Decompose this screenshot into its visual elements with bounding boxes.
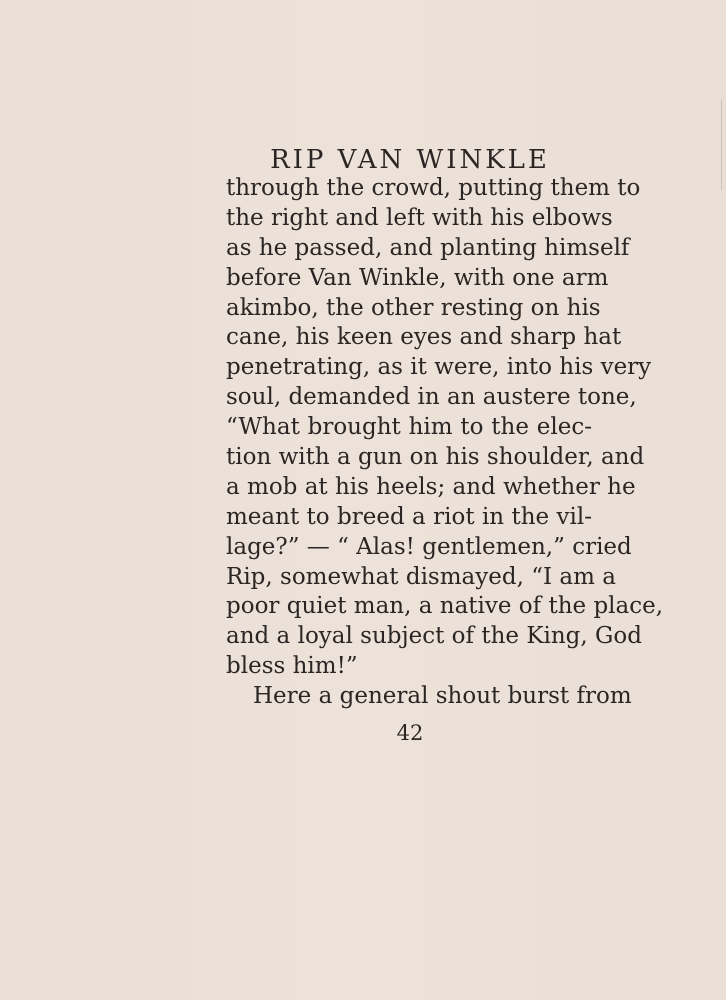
text-line: and a loyal subject of the King, God <box>226 623 642 650</box>
text-line: lage?” — “ Alas! gentlemen,” cried <box>226 533 632 560</box>
text-line: the right and left with his elbows <box>226 204 613 231</box>
text-line: bless him!” <box>226 653 358 680</box>
text-line: Rip, somewhat dismayed, “I am a <box>226 563 616 590</box>
page-number: 42 <box>396 721 424 745</box>
text-line: meant to breed a riot in the vil- <box>226 503 592 530</box>
text-line: before Van Winkle, with one arm <box>226 264 609 291</box>
text-line: Here a general shout burst from <box>253 683 632 710</box>
running-title: RIP VAN WINKLE <box>270 145 550 175</box>
text-line: akimbo, the other resting on his <box>226 294 601 321</box>
text-line: soul, demanded in an austere tone, <box>226 384 637 411</box>
text-line: cane, his keen eyes and sharp hat <box>226 324 622 351</box>
text-line: “What brought him to the elec- <box>226 414 592 441</box>
body-text <box>226 174 664 712</box>
text-line: a mob at his heels; and whether he <box>226 473 636 500</box>
text-line: penetrating, as it were, into his very <box>226 354 652 381</box>
text-line: tion with a gun on his shoulder, and <box>226 444 645 471</box>
page-edge-line <box>721 100 722 190</box>
text-line: through the crowd, putting them to <box>226 175 641 201</box>
text-line: as he passed, and planting himself <box>226 234 630 261</box>
text-line: poor quiet man, a native of the place, <box>226 593 664 620</box>
